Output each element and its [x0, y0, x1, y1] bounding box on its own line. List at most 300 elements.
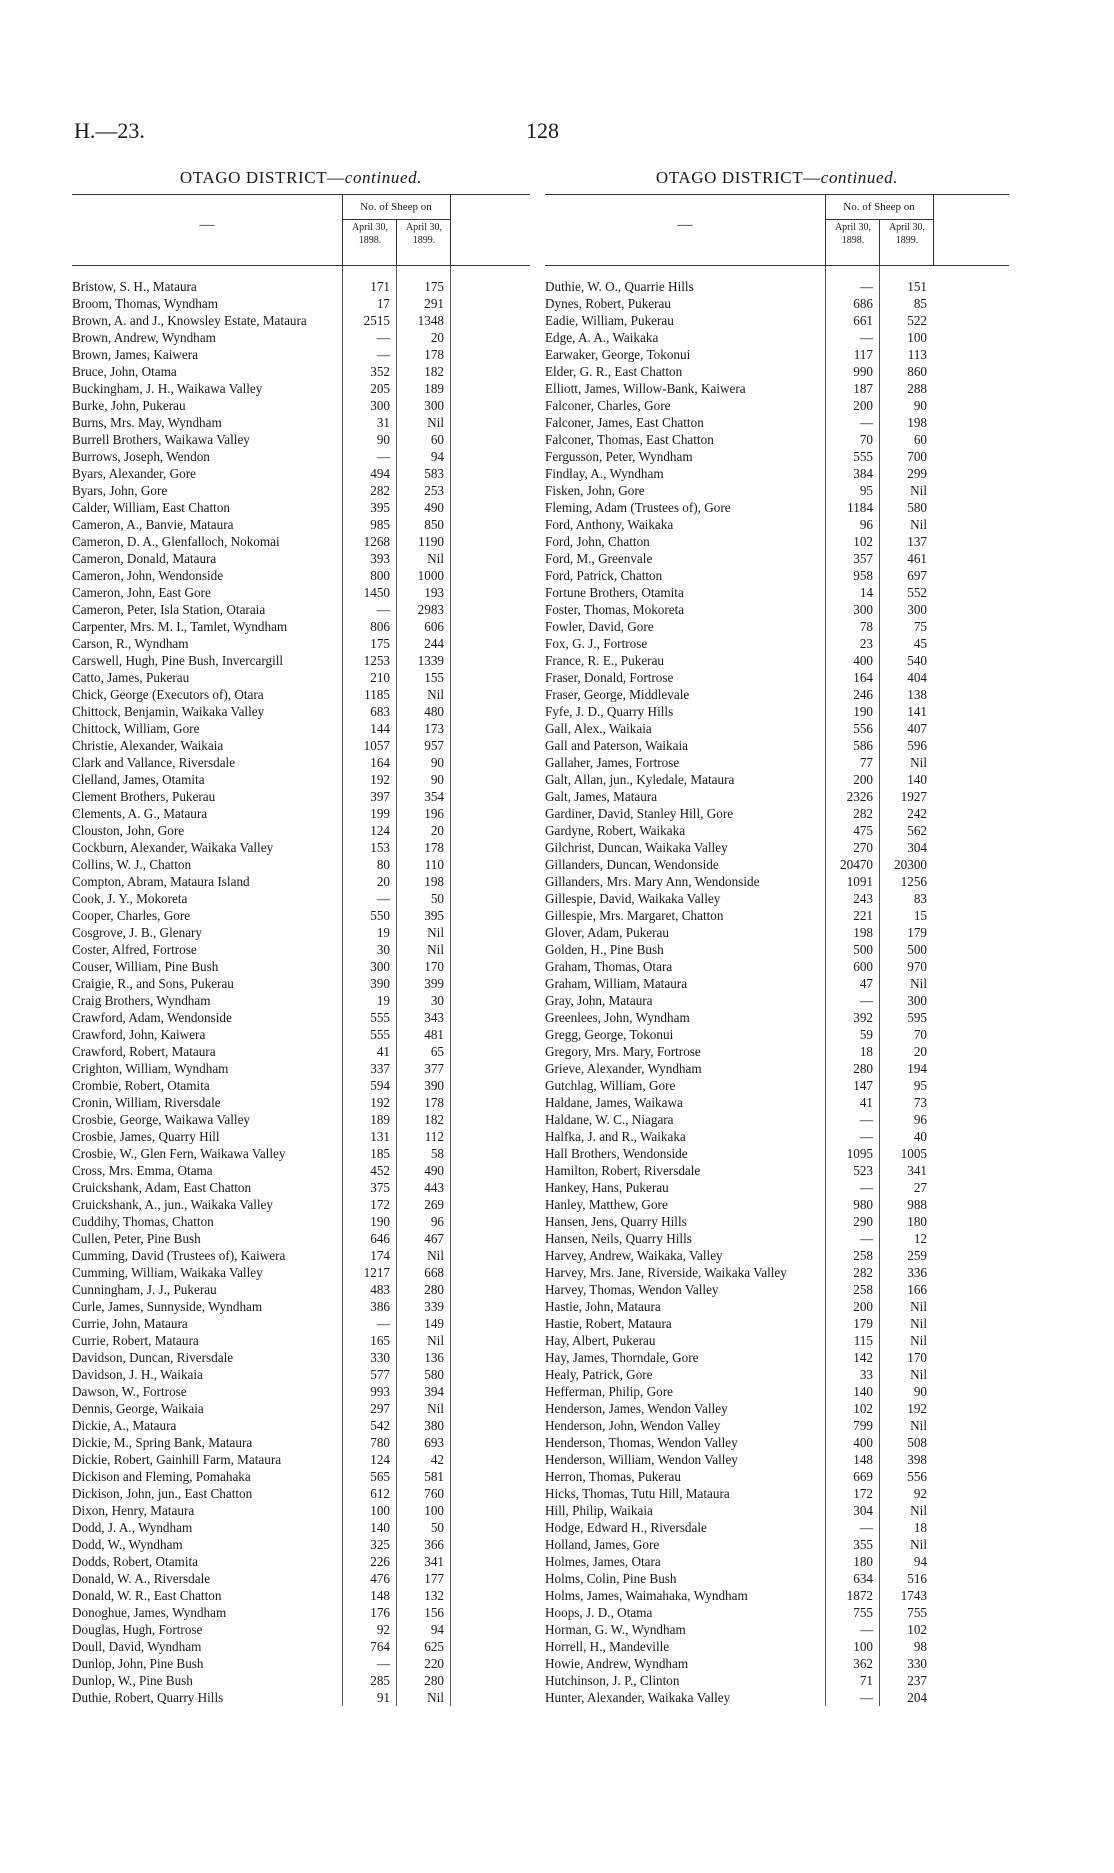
sheep-1898-cell: 41: [859, 1095, 873, 1110]
holder-name: Craig Brothers, Wyndham: [72, 993, 211, 1008]
left-col2-header: April 30, 1899.: [405, 222, 443, 246]
sheep-1898-cell: 1091: [846, 874, 873, 889]
sheep-1898-cell: 330: [370, 1350, 390, 1365]
table-row: [545, 1400, 1009, 1417]
holder-name-cell: [72, 1145, 342, 1162]
holder-name: Gardiner, David, Stanley Hill, Gore: [545, 806, 734, 821]
table-row: [72, 1230, 530, 1247]
sheep-1899-cell: 177: [424, 1571, 444, 1586]
table-row: [72, 1553, 530, 1570]
sheep-1898-cell: —: [376, 449, 390, 464]
holder-name-cell: [545, 686, 825, 703]
sheep-1899-cell: 173: [424, 721, 444, 736]
table-row: [72, 1179, 530, 1196]
holder-name: Holland, James, Gore: [545, 1537, 660, 1552]
holder-name: Foster, Thomas, Mokoreta: [545, 602, 685, 617]
holder-name: Douglas, Hugh, Fortrose: [72, 1622, 203, 1637]
sheep-1898-cell: 142: [853, 1350, 873, 1365]
table-row: [72, 533, 530, 550]
holder-name-cell: [72, 805, 342, 822]
holder-name-cell: [545, 1315, 825, 1332]
holder-name-cell: [72, 448, 342, 465]
table-row: [545, 686, 1009, 703]
sheep-1898-cell: 180: [853, 1554, 873, 1569]
holder-name: Donald, W. A., Riversdale: [72, 1571, 211, 1586]
left-blank-header: —: [199, 217, 215, 233]
sheep-1898-cell: 1268: [363, 534, 390, 549]
table-row: [545, 1349, 1009, 1366]
sheep-1898-cell: 164: [370, 755, 390, 770]
table-row: [545, 312, 1009, 329]
table-row: [545, 1383, 1009, 1400]
sheep-1898-cell: 192: [370, 1095, 390, 1110]
right-blank-header: —: [677, 217, 693, 233]
holder-name: Cosgrove, J. B., Glenary: [72, 925, 203, 940]
sheep-1899-cell: Nil: [910, 755, 927, 770]
table-row: [72, 1672, 530, 1689]
sheep-1898-cell: 397: [370, 789, 390, 804]
sheep-1899-cell: 192: [907, 1401, 927, 1416]
table-row: [72, 788, 530, 805]
sheep-1899-cell: 398: [907, 1452, 927, 1467]
sheep-1899-cell: 700: [907, 449, 927, 464]
table-row: [545, 1264, 1009, 1281]
holder-name-cell: [72, 1026, 342, 1043]
holder-name: Gardyne, Robert, Waikaka: [545, 823, 686, 838]
sheep-1898-cell: 117: [853, 347, 873, 362]
holder-name-cell: [72, 1366, 342, 1383]
left-title-suffix: continued.: [344, 168, 423, 187]
sheep-1898-cell: 258: [853, 1248, 873, 1263]
holder-name: Harvey, Andrew, Waikaka, Valley: [545, 1248, 723, 1263]
table-row: [545, 1536, 1009, 1553]
holder-name: Clements, A. G., Mataura: [72, 806, 208, 821]
table-row: [72, 737, 530, 754]
table-row: [72, 822, 530, 839]
sheep-1898-cell: 355: [853, 1537, 873, 1552]
holder-name-cell: [545, 992, 825, 1009]
sheep-1899-cell: 20: [913, 1044, 927, 1059]
holder-name: Catto, James, Pukerau: [72, 670, 190, 685]
table-row: [545, 1553, 1009, 1570]
sheep-1898-cell: 806: [370, 619, 390, 634]
sheep-1899-cell: 957: [424, 738, 444, 753]
holder-name-cell: [72, 1009, 342, 1026]
holder-name-cell: [545, 329, 825, 346]
sheep-1898-cell: 100: [370, 1503, 390, 1518]
sheep-1898-cell: —: [859, 1690, 873, 1705]
holder-name-cell: [545, 397, 825, 414]
sheep-1899-cell: 2983: [417, 602, 444, 617]
holder-name-cell: [545, 533, 825, 550]
sheep-1898-cell: 452: [370, 1163, 390, 1178]
holder-name: Hankey, Hans, Pukerau: [545, 1180, 669, 1195]
table-row: [545, 1468, 1009, 1485]
sheep-1899-cell: 291: [424, 296, 444, 311]
sheep-1899-cell: 280: [424, 1673, 444, 1688]
sheep-1899-cell: 540: [907, 653, 927, 668]
holder-name-cell: [72, 686, 342, 703]
table-row: [545, 1009, 1009, 1026]
table-row: [72, 1264, 530, 1281]
holder-name: Gregg, George, Tokonui: [545, 1027, 674, 1042]
holder-name-cell: [72, 1519, 342, 1536]
holder-name: Ford, Patrick, Chatton: [545, 568, 663, 583]
table-row: [72, 329, 530, 346]
right-title: [545, 168, 1009, 194]
sheep-1898-cell: —: [859, 415, 873, 430]
table-row: [545, 958, 1009, 975]
holder-name-cell: [545, 839, 825, 856]
holder-name: Chittock, Benjamin, Waikaka Valley: [72, 704, 265, 719]
table-row: [545, 1043, 1009, 1060]
holder-name-cell: [72, 1281, 342, 1298]
holder-name: Chittock, William, Gore: [72, 721, 200, 736]
holder-name: Falconer, Charles, Gore: [545, 398, 671, 413]
holder-name: Bristow, S. H., Mataura: [72, 279, 197, 294]
table-row: [72, 1400, 530, 1417]
sheep-1898-cell: 19: [376, 993, 390, 1008]
sheep-1898-cell: 200: [853, 1299, 873, 1314]
table-row: [72, 805, 530, 822]
sheep-1899-cell: 394: [424, 1384, 444, 1399]
holder-name: Hall Brothers, Wendonside: [545, 1146, 688, 1161]
holder-name-cell: [72, 1417, 342, 1434]
holder-name-cell: [72, 1502, 342, 1519]
table-row: [72, 839, 530, 856]
holder-name: Carpenter, Mrs. M. I., Tamlet, Wyndham: [72, 619, 288, 634]
holder-name-cell: [545, 516, 825, 533]
holder-name-cell: [545, 822, 825, 839]
sheep-1899-cell: 595: [907, 1010, 927, 1025]
sheep-1899-cell: Nil: [427, 551, 444, 566]
holder-name-cell: [545, 346, 825, 363]
sheep-1898-cell: 958: [853, 568, 873, 583]
sheep-1899-cell: Nil: [427, 415, 444, 430]
holder-name: Crosbie, George, Waikawa Valley: [72, 1112, 251, 1127]
holder-name: Cuddihy, Thomas, Chatton: [72, 1214, 214, 1229]
holder-name: Glover, Adam, Pukerau: [545, 925, 669, 940]
sheep-1899-cell: 155: [424, 670, 444, 685]
holder-name-cell: [545, 1519, 825, 1536]
sheep-1899-cell: 481: [424, 1027, 444, 1042]
table-row: [72, 1434, 530, 1451]
sheep-1899-cell: 194: [907, 1061, 927, 1076]
sheep-1899-cell: 140: [907, 772, 927, 787]
sheep-1898-cell: —: [859, 1520, 873, 1535]
holder-name-cell: [72, 839, 342, 856]
table-row: [545, 771, 1009, 788]
sheep-1899-cell: 461: [907, 551, 927, 566]
holder-name: Bruce, John, Otama: [72, 364, 177, 379]
sheep-1898-cell: 172: [370, 1197, 390, 1212]
table-row: [72, 1111, 530, 1128]
holder-name-cell: [72, 720, 342, 737]
table-row: [545, 1315, 1009, 1332]
holder-name-cell: [72, 1536, 342, 1553]
sheep-1898-cell: 164: [853, 670, 873, 685]
sheep-1898-cell: 980: [853, 1197, 873, 1212]
holder-name: Gillespie, David, Waikaka Valley: [545, 891, 721, 906]
holder-name-cell: [545, 448, 825, 465]
holder-name-cell: [545, 1638, 825, 1655]
right-header-divider-3: [933, 195, 934, 265]
holder-name-cell: [545, 635, 825, 652]
right-title-text: OTAGO DISTRICT—: [655, 168, 821, 187]
holder-name-cell: [545, 1264, 825, 1281]
left-table: [72, 168, 530, 1706]
holder-name: Hamilton, Robert, Riversdale: [545, 1163, 701, 1178]
table-row: [545, 1502, 1009, 1519]
sheep-1898-cell: 304: [853, 1503, 873, 1518]
table-row: [545, 329, 1009, 346]
sheep-1899-cell: 237: [907, 1673, 927, 1688]
holder-name: Falconer, James, East Chatton: [545, 415, 704, 430]
sheep-1899-cell: Nil: [910, 1537, 927, 1552]
holder-name: Gall and Paterson, Waikaia: [545, 738, 688, 753]
sheep-1898-cell: —: [376, 891, 390, 906]
sheep-1898-cell: 258: [853, 1282, 873, 1297]
holder-name-cell: [545, 737, 825, 754]
sheep-1899-cell: 179: [907, 925, 927, 940]
table-row: [545, 1111, 1009, 1128]
sheep-1898-cell: 33: [859, 1367, 873, 1382]
sheep-1898-cell: 102: [853, 534, 873, 549]
holder-name: Burns, Mrs. May, Wyndham: [72, 415, 222, 430]
holder-name-cell: [72, 1689, 342, 1706]
page-reference: H.—23.: [74, 118, 145, 143]
table-row: [72, 771, 530, 788]
table-row: [545, 788, 1009, 805]
holder-name: Dickison and Fleming, Pomahaka: [72, 1469, 251, 1484]
sheep-1899-cell: 90: [430, 755, 444, 770]
table-row: [72, 1060, 530, 1077]
holder-name: Haldane, W. C., Niagara: [545, 1112, 674, 1127]
holder-name-cell: [545, 1349, 825, 1366]
sheep-1899-cell: 204: [907, 1690, 927, 1705]
sheep-1899-cell: 300: [907, 993, 927, 1008]
table-row: [72, 1689, 530, 1706]
sheep-1899-cell: 490: [424, 500, 444, 515]
sheep-1898-cell: 683: [370, 704, 390, 719]
sheep-1899-cell: 96: [913, 1112, 927, 1127]
sheep-1899-cell: 27: [913, 1180, 927, 1195]
holder-name: Fergusson, Peter, Wyndham: [545, 449, 693, 464]
holder-name-cell: [545, 1434, 825, 1451]
sheep-1899-cell: Nil: [427, 1401, 444, 1416]
left-title: [72, 168, 530, 194]
holder-name: Graham, Thomas, Otara: [545, 959, 673, 974]
sheep-1898-cell: 799: [853, 1418, 873, 1433]
table-row: [545, 1485, 1009, 1502]
holder-name: Cooper, Charles, Gore: [72, 908, 191, 923]
table-row: [72, 1009, 530, 1026]
table-row: [545, 1179, 1009, 1196]
sheep-1898-cell: —: [859, 993, 873, 1008]
holder-name: Harvey, Thomas, Wendon Valley: [545, 1282, 719, 1297]
holder-name: Cumming, William, Waikaka Valley: [72, 1265, 263, 1280]
holder-name: Elder, G. R., East Chatton: [545, 364, 683, 379]
sheep-1898-cell: —: [859, 1129, 873, 1144]
holder-name-cell: [72, 465, 342, 482]
holder-name-cell: [545, 1468, 825, 1485]
table-row: [545, 1162, 1009, 1179]
holder-name: Cameron, D. A., Glenfalloch, Nokomai: [72, 534, 280, 549]
sheep-1899-cell: 556: [907, 1469, 927, 1484]
right-table: [545, 168, 1009, 1706]
table-row: [545, 822, 1009, 839]
holder-name: Davidson, Duncan, Riversdale: [72, 1350, 234, 1365]
sheep-1898-cell: 290: [853, 1214, 873, 1229]
holder-name-cell: [72, 1655, 342, 1672]
sheep-1899-cell: 178: [424, 347, 444, 362]
table-row: [545, 448, 1009, 465]
holder-name: Fleming, Adam (Trustees of), Gore: [545, 500, 731, 515]
sheep-1899-cell: 516: [907, 1571, 927, 1586]
table-row: [545, 720, 1009, 737]
table-row: [72, 1502, 530, 1519]
holder-name-cell: [72, 669, 342, 686]
holder-name-cell: [72, 1196, 342, 1213]
sheep-1898-cell: 300: [853, 602, 873, 617]
table-row: [72, 720, 530, 737]
holder-name: Dunlop, John, Pine Bush: [72, 1656, 204, 1671]
sheep-1899-cell: 480: [424, 704, 444, 719]
sheep-1898-cell: —: [376, 1316, 390, 1331]
sheep-1899-cell: 395: [424, 908, 444, 923]
holder-name: Henderson, Thomas, Wendon Valley: [545, 1435, 738, 1450]
holder-name: Hill, Philip, Waikaia: [545, 1503, 653, 1518]
sheep-1898-cell: 175: [370, 636, 390, 651]
sheep-1898-cell: 400: [853, 1435, 873, 1450]
sheep-1899-cell: 58: [430, 1146, 444, 1161]
holder-name-cell: [545, 1383, 825, 1400]
holder-name: Dickison, John, jun., East Chatton: [72, 1486, 253, 1501]
sheep-1898-cell: 282: [853, 806, 873, 821]
sheep-1899-cell: 581: [424, 1469, 444, 1484]
holder-name-cell: [545, 1587, 825, 1604]
holder-name-cell: [72, 1621, 342, 1638]
holder-name: Dickie, A., Mataura: [72, 1418, 177, 1433]
table-row: [72, 1655, 530, 1672]
sheep-1898-cell: 282: [853, 1265, 873, 1280]
sheep-1898-cell: 384: [853, 466, 873, 481]
holder-name-cell: [545, 1043, 825, 1060]
sheep-1899-cell: 73: [913, 1095, 927, 1110]
holder-name-cell: [545, 890, 825, 907]
table-row: [545, 516, 1009, 533]
holder-name-cell: [545, 1417, 825, 1434]
sheep-1899-cell: 70: [913, 1027, 927, 1042]
table-row: [72, 295, 530, 312]
holder-name-cell: [72, 550, 342, 567]
holder-name-cell: [545, 1689, 825, 1706]
left-body-divider-1: [342, 266, 343, 1706]
sheep-1899-cell: 138: [907, 687, 927, 702]
holder-name: Crawford, John, Kaiwera: [72, 1027, 206, 1042]
sheep-1898-cell: 800: [370, 568, 390, 583]
sheep-1898-cell: 172: [853, 1486, 873, 1501]
table-row: [545, 856, 1009, 873]
sheep-1899-cell: 1927: [900, 789, 927, 804]
sheep-1898-cell: 586: [853, 738, 873, 753]
table-row: [545, 380, 1009, 397]
sheep-1899-cell: 137: [907, 534, 927, 549]
sheep-1899-cell: 341: [424, 1554, 444, 1569]
holder-name-cell: [72, 1400, 342, 1417]
holder-name-cell: [72, 1111, 342, 1128]
sheep-1899-cell: 83: [913, 891, 927, 906]
table-row: [545, 1570, 1009, 1587]
sheep-1899-cell: 193: [424, 585, 444, 600]
sheep-1899-cell: 20300: [894, 857, 927, 872]
table-row: [72, 652, 530, 669]
holder-name: Howie, Andrew, Wyndham: [545, 1656, 689, 1671]
sheep-1898-cell: 661: [853, 313, 873, 328]
sheep-1899-cell: 336: [907, 1265, 927, 1280]
sheep-1898-cell: 392: [853, 1010, 873, 1025]
sheep-1899-cell: 1190: [418, 534, 444, 549]
left-title-text: OTAGO DISTRICT—: [179, 168, 345, 187]
holder-name-cell: [545, 1162, 825, 1179]
table-row: [545, 1077, 1009, 1094]
sheep-1899-cell: 60: [913, 432, 927, 447]
holder-name: Golden, H., Pine Bush: [545, 942, 664, 957]
holder-name: Herron, Thomas, Pukerau: [545, 1469, 681, 1484]
sheep-1899-cell: 18: [913, 1520, 927, 1535]
sheep-1898-cell: 131: [370, 1129, 390, 1144]
table-row: [72, 1536, 530, 1553]
holder-name: Gutchlag, William, Gore: [545, 1078, 676, 1093]
sheep-1898-cell: 555: [370, 1010, 390, 1025]
holder-name-cell: [545, 669, 825, 686]
table-row: [72, 907, 530, 924]
holder-name: Burrell Brothers, Waikawa Valley: [72, 432, 250, 447]
sheep-1899-cell: 94: [430, 449, 444, 464]
holder-name-cell: [72, 822, 342, 839]
holder-name-cell: [545, 1060, 825, 1077]
sheep-1899-cell: 300: [907, 602, 927, 617]
sheep-1898-cell: 393: [370, 551, 390, 566]
sheep-1899-cell: 12: [913, 1231, 927, 1246]
holder-name: Gilchrist, Duncan, Waikaka Valley: [545, 840, 728, 855]
sheep-1898-cell: 190: [853, 704, 873, 719]
table-row: [545, 550, 1009, 567]
holder-name-cell: [72, 312, 342, 329]
holder-name: Henderson, William, Wendon Valley: [545, 1452, 738, 1467]
holder-name-cell: [72, 533, 342, 550]
sheep-1899-cell: 95: [913, 1078, 927, 1093]
sheep-1898-cell: 95: [859, 483, 873, 498]
holder-name-cell: [72, 1332, 342, 1349]
sheep-1899-cell: 100: [907, 330, 927, 345]
table-row: [545, 1417, 1009, 1434]
table-row: [72, 1621, 530, 1638]
sheep-1899-cell: 341: [907, 1163, 927, 1178]
sheep-1899-cell: 198: [907, 415, 927, 430]
holder-name-cell: [72, 567, 342, 584]
holder-name-cell: [545, 1077, 825, 1094]
holder-name-cell: [545, 1009, 825, 1026]
holder-name-cell: [545, 907, 825, 924]
table-row: [72, 1485, 530, 1502]
sheep-1898-cell: 171: [370, 279, 390, 294]
holder-name-cell: [545, 856, 825, 873]
sheep-1898-cell: 1253: [363, 653, 390, 668]
sheep-1898-cell: 71: [859, 1673, 873, 1688]
sheep-1898-cell: 189: [370, 1112, 390, 1127]
table-row: [72, 618, 530, 635]
